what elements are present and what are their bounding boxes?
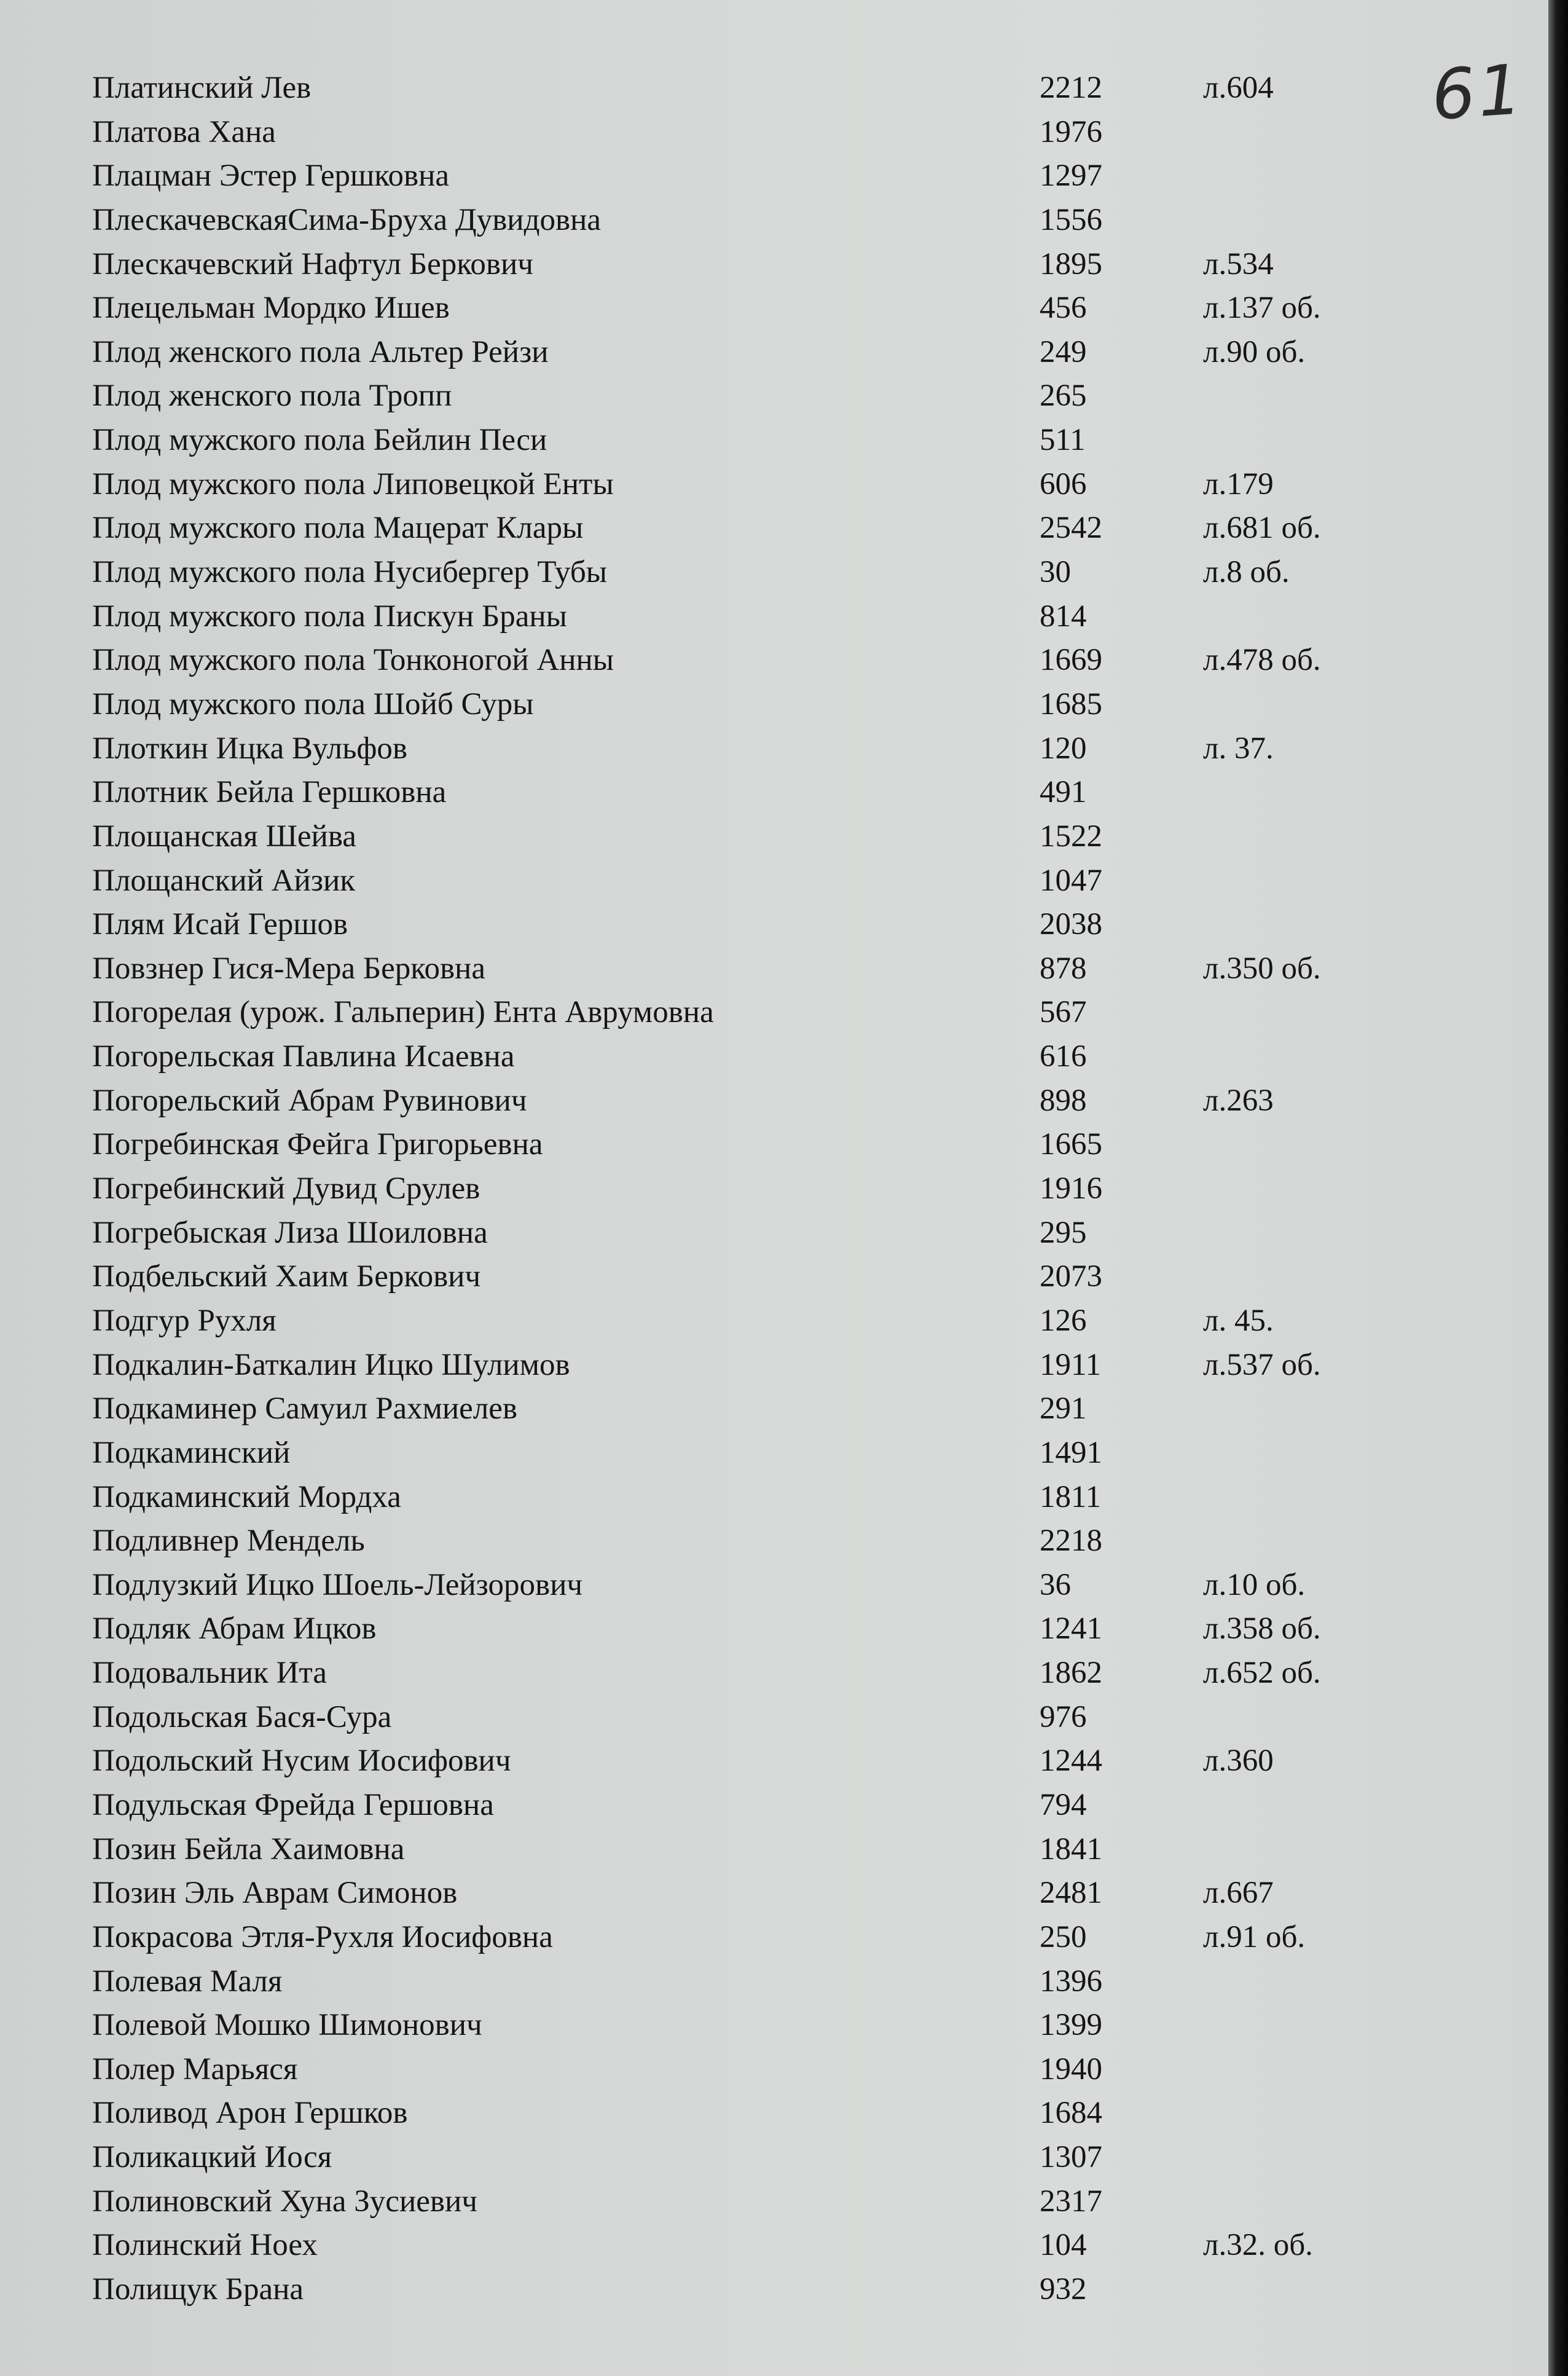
- list-item: [92, 419, 1382, 463]
- entry-name: Погребинский Дувид Срулев: [92, 1171, 480, 1206]
- list-item: [92, 1784, 1382, 1828]
- entry-name: Полиновский Хуна Зусиевич: [92, 2184, 477, 2219]
- entry-name: Позин Бейла Хаимовна: [92, 1831, 405, 1867]
- entry-name: Погорельский Абрам Рувинович: [92, 1083, 527, 1118]
- list-item: [92, 1167, 1382, 1211]
- entry-name: Плям Исай Гершов: [92, 907, 348, 942]
- entry-number: 295: [1040, 1215, 1087, 1250]
- entry-name: Повзнер Гися-Мера Берковна: [92, 951, 485, 986]
- list-item: [92, 331, 1382, 375]
- list-item: [92, 1696, 1382, 1740]
- list-item: [92, 506, 1382, 551]
- list-item: [92, 595, 1382, 639]
- entry-number: 1976: [1040, 114, 1102, 149]
- list-item: [92, 243, 1382, 287]
- entry-name: Платинский Лев: [92, 71, 312, 105]
- list-item: [92, 2004, 1382, 2048]
- entry-number: 1491: [1040, 1435, 1102, 1470]
- entry-name: Плод мужского пола Нусибергер Тубы: [92, 555, 608, 590]
- entry-name: Полевой Мошко Шимонович: [92, 2008, 482, 2043]
- entry-number: 1940: [1040, 2051, 1102, 2087]
- entry-number: 291: [1040, 1391, 1087, 1426]
- entry-sheet-reference: л.179: [1203, 466, 1274, 502]
- list-item: [92, 1564, 1382, 1608]
- entry-name: Подгур Рухля: [92, 1303, 276, 1338]
- list-item: [92, 1871, 1382, 1916]
- entry-number: 2542: [1040, 511, 1102, 546]
- list-item: [92, 1607, 1382, 1651]
- list-item: [92, 639, 1382, 683]
- list-item: [92, 2136, 1382, 2180]
- entry-sheet-reference: л.350 об.: [1203, 951, 1321, 986]
- entry-name: Позин Эль Аврам Симонов: [92, 1876, 458, 1911]
- entry-sheet-reference: л.137 об.: [1203, 291, 1321, 326]
- entry-number: 1916: [1040, 1171, 1102, 1206]
- list-item: [92, 154, 1382, 199]
- entry-number: 2073: [1040, 1259, 1102, 1294]
- list-item: [92, 1343, 1382, 1388]
- list-item: [92, 2268, 1382, 2312]
- entry-name: Поликацкий Иося: [92, 2140, 332, 2175]
- handwritten-page-number: 61: [1429, 49, 1527, 136]
- entry-name: Плод женского пола Альтер Рейзи: [92, 334, 549, 369]
- list-item: [92, 286, 1382, 331]
- list-item: [92, 111, 1382, 155]
- entry-number: 1685: [1040, 686, 1102, 722]
- entry-number: 1399: [1040, 2008, 1102, 2043]
- entry-name: Подляк Абрам Ицков: [92, 1611, 377, 1646]
- entry-name: Поливод Арон Гершков: [92, 2096, 408, 2131]
- entry-name: Плод мужского пола Пискун Браны: [92, 599, 567, 634]
- list-item: [92, 947, 1382, 991]
- entry-name: Плод мужского пола Мацерат Клары: [92, 511, 584, 546]
- entry-name: Плод мужского пола Шойб Суры: [92, 686, 534, 722]
- list-item: [92, 903, 1382, 947]
- entry-number: 976: [1040, 1699, 1087, 1734]
- entry-number: 1665: [1040, 1127, 1102, 1162]
- entry-number: 2218: [1040, 1524, 1102, 1559]
- entry-number: 1241: [1040, 1611, 1102, 1646]
- entry-sheet-reference: л.10 об.: [1203, 1567, 1306, 1602]
- list-item: [92, 374, 1382, 419]
- list-item: [92, 1960, 1382, 2004]
- list-item: [92, 1916, 1382, 1960]
- entry-number: 878: [1040, 951, 1087, 986]
- entry-number: 1895: [1040, 246, 1102, 281]
- entry-number: 1684: [1040, 2096, 1102, 2131]
- entry-number: 567: [1040, 995, 1087, 1030]
- entry-number: 120: [1040, 731, 1087, 766]
- entry-number: 1862: [1040, 1656, 1102, 1691]
- entry-number: 104: [1040, 2228, 1087, 2263]
- entry-name: Подульская Фрейда Гершовна: [92, 1787, 494, 1822]
- list-item: [92, 2180, 1382, 2224]
- entry-number: 932: [1040, 2272, 1087, 2307]
- list-item: [92, 727, 1382, 771]
- list-item: [92, 683, 1382, 727]
- list-item: [92, 1519, 1382, 1564]
- list-item: [92, 859, 1382, 903]
- entry-name: Полинский Ноех: [92, 2228, 318, 2263]
- list-item: [92, 1476, 1382, 1520]
- entry-number: 456: [1040, 291, 1087, 326]
- entry-name: Подлузкий Ицко Шоель-Лейзорович: [92, 1567, 583, 1602]
- list-item: [92, 463, 1382, 507]
- list-item: [92, 771, 1382, 815]
- entry-number: 2481: [1040, 1876, 1102, 1911]
- entry-name: Подольская Бася-Сура: [92, 1699, 392, 1734]
- entry-number: 511: [1040, 423, 1086, 458]
- list-item: [92, 1431, 1382, 1476]
- entry-number: 814: [1040, 599, 1087, 634]
- list-item: [92, 551, 1382, 595]
- entry-name: Плецельман Мордко Ишев: [92, 291, 450, 326]
- list-item: [92, 199, 1382, 243]
- entry-number: 898: [1040, 1083, 1087, 1118]
- entry-sheet-reference: л.537 об.: [1203, 1347, 1321, 1382]
- entry-name: Плоткин Ицка Вульфов: [92, 731, 407, 766]
- entry-number: 1556: [1040, 202, 1102, 237]
- entry-number: 249: [1040, 334, 1087, 369]
- entry-number: 491: [1040, 775, 1087, 810]
- entry-number: 1297: [1040, 159, 1102, 194]
- entry-name: Погорелая (урож. Гальперин) Ента Аврумовна: [92, 995, 714, 1030]
- entry-sheet-reference: л. 37.: [1203, 731, 1274, 766]
- list-item: [92, 991, 1382, 1035]
- entry-name: Платова Хана: [92, 114, 276, 149]
- entry-name: Плод мужского пола Тонконогой Анны: [92, 643, 614, 678]
- entry-number: 606: [1040, 466, 1087, 502]
- entry-name: Погорельская Павлина Исаевна: [92, 1039, 515, 1074]
- entry-sheet-reference: л.534: [1203, 246, 1274, 281]
- entry-name: Плод женского пола Тропп: [92, 379, 452, 414]
- entry-sheet-reference: л.478 об.: [1203, 643, 1321, 678]
- entry-number: 1811: [1040, 1479, 1102, 1514]
- entry-name: Плескачевский Нафтул Беркович: [92, 246, 533, 281]
- list-item: [92, 815, 1382, 859]
- entry-number: 1522: [1040, 819, 1102, 854]
- entry-name: Полищук Брана: [92, 2272, 304, 2307]
- entry-name: Подбельский Хаим Беркович: [92, 1259, 481, 1294]
- entry-sheet-reference: л.681 об.: [1203, 511, 1321, 546]
- entry-name: Погребыская Лиза Шоиловна: [92, 1215, 488, 1250]
- entry-sheet-reference: л.32. об.: [1203, 2228, 1313, 2263]
- entry-number: 1244: [1040, 1744, 1102, 1779]
- list-item: [92, 1123, 1382, 1167]
- entry-name: Погребинская Фейга Григорьевна: [92, 1127, 543, 1162]
- entry-name: Плотник Бейла Гершковна: [92, 775, 447, 810]
- list-item: [92, 2091, 1382, 2136]
- entry-sheet-reference: л.8 об.: [1203, 555, 1290, 590]
- entry-name: Площанский Айзик: [92, 863, 356, 898]
- entry-sheet-reference: л.358 об.: [1203, 1611, 1321, 1646]
- entry-number: 2212: [1040, 71, 1102, 105]
- entry-sheet-reference: л. 45.: [1203, 1303, 1274, 1338]
- entry-number: 36: [1040, 1567, 1071, 1602]
- entry-name: Полер Марьяся: [92, 2051, 298, 2087]
- entry-name: ПлескачевскаяСима-Бруха Дувидовна: [92, 202, 602, 237]
- entry-number: 1396: [1040, 1964, 1102, 1999]
- entry-number: 794: [1040, 1787, 1087, 1822]
- entry-number: 1911: [1040, 1347, 1102, 1382]
- entry-name: Плод мужского пола Бейлин Песи: [92, 423, 547, 458]
- list-item: [92, 1828, 1382, 1872]
- entry-number: 30: [1040, 555, 1071, 590]
- entry-sheet-reference: л.604: [1203, 71, 1274, 105]
- entry-number: 2038: [1040, 907, 1102, 942]
- entry-number: 250: [1040, 1919, 1087, 1954]
- entry-number: 2317: [1040, 2184, 1102, 2219]
- entry-name: Подкаминский Мордха: [92, 1479, 401, 1514]
- list-item: [92, 1299, 1382, 1343]
- entry-sheet-reference: л.91 об.: [1203, 1919, 1306, 1954]
- list-item: [92, 1255, 1382, 1299]
- entry-sheet-reference: л.90 об.: [1203, 334, 1306, 369]
- list-item: [92, 2224, 1382, 2268]
- entry-number: 1669: [1040, 643, 1102, 678]
- list-item: [92, 1387, 1382, 1431]
- entry-name: Плод мужского пола Липовецкой Енты: [92, 466, 614, 502]
- entry-name: Подкаминский: [92, 1435, 291, 1470]
- list-item: [92, 1035, 1382, 1079]
- entry-sheet-reference: л.667: [1203, 1876, 1274, 1911]
- entry-sheet-reference: л.360: [1203, 1744, 1274, 1779]
- entry-name: Подкалин-Баткалин Ицко Шулимов: [92, 1347, 570, 1382]
- entry-name: Подкаминер Самуил Рахмиелев: [92, 1391, 517, 1426]
- entry-name: Подольский Нусим Иосифович: [92, 1744, 511, 1779]
- entry-sheet-reference: л.652 об.: [1203, 1656, 1321, 1691]
- list-item: [92, 66, 1382, 111]
- list-item: [92, 1079, 1382, 1123]
- list-item: [92, 1739, 1382, 1784]
- entry-name: Подливнер Мендель: [92, 1524, 365, 1559]
- name-index-list: [92, 66, 1382, 2312]
- entry-name: Подовальник Ита: [92, 1656, 327, 1691]
- page-edge-shadow: [1548, 0, 1568, 2376]
- list-item: [92, 1651, 1382, 1696]
- list-item: [92, 1211, 1382, 1256]
- entry-number: 265: [1040, 379, 1087, 414]
- entry-name: Покрасова Этля-Рухля Иосифовна: [92, 1919, 553, 1954]
- entry-name: Плацман Эстер Гершковна: [92, 159, 449, 194]
- entry-number: 1307: [1040, 2140, 1102, 2175]
- entry-name: Площанская Шейва: [92, 819, 356, 854]
- entry-sheet-reference: л.263: [1203, 1083, 1274, 1118]
- entry-number: 616: [1040, 1039, 1087, 1074]
- list-item: [92, 2048, 1382, 2092]
- entry-number: 1047: [1040, 863, 1102, 898]
- entry-number: 1841: [1040, 1831, 1102, 1867]
- entry-name: Полевая Маля: [92, 1964, 283, 1999]
- entry-number: 126: [1040, 1303, 1087, 1338]
